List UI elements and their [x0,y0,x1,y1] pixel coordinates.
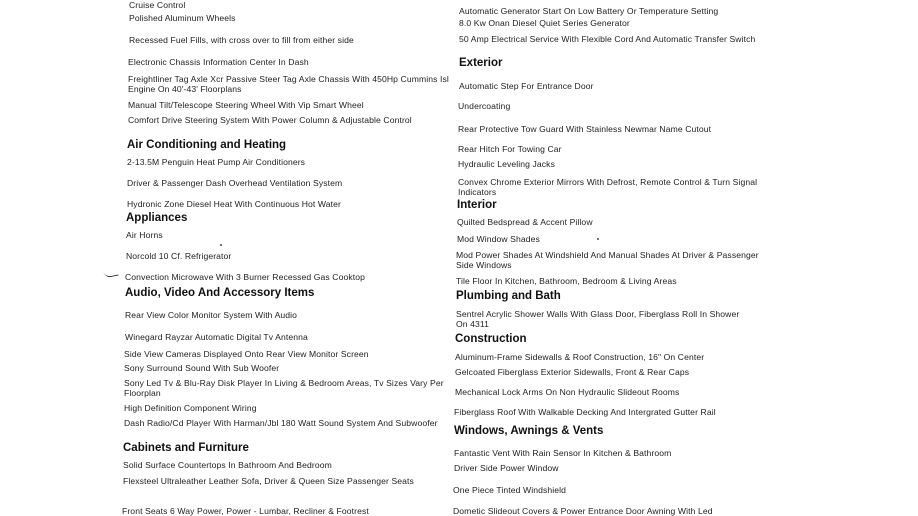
list-item: Side View Cameras Displayed Onto Rear View Monitor Screen [124,349,369,359]
list-item: Convex Chrome Exterior Mirrors With Defrost, Remote Control & Turn Signal Indicators [458,177,758,197]
list-item: Cruise Control [129,0,186,10]
list-item: Flexsteel Ultraleather Leather Sofa, Driver & Queen Size Passenger Seats [123,476,414,486]
list-item: Front Seats 6 Way Power, Power - Lumbar, Recliner & Footrest [122,506,369,516]
list-item: Convection Microwave With 3 Burner Recessed Gas Cooktop [125,272,366,282]
pen-stroke-mark [103,269,118,279]
list-item: Solid Surface Countertops In Bathroom And Bedroom [123,460,332,470]
list-item: High Definition Component Wiring [124,403,257,413]
list-item: Mechanical Lock Arms On Non Hydraulic Slideout Rooms [455,387,680,397]
list-item: Air Horns [126,230,163,240]
list-item: Recessed Fuel Fills, with cross over to fill from either side [129,35,354,45]
list-item: Hydraulic Leveling Jacks [458,159,555,169]
list-item: 50 Amp Electrical Service With Flexible Cord And Automatic Transfer Switch [459,34,756,44]
list-item: Fantastic Vent With Rain Sensor In Kitchen & Bathroom [454,448,672,458]
list-item: Dometic Slideout Covers & Power Entrance Door Awning With Led [453,506,713,516]
list-item: Sony Surround Sound With Sub Woofer [124,363,280,373]
list-item: Rear View Color Monitor System With Audio [125,310,298,320]
list-item: Rear Protective Tow Guard With Stainless Newmar Name Cutout [458,124,712,134]
list-item: 8.0 Kw Onan Diesel Quiet Series Generator [459,18,630,28]
list-item: One Piece Tinted Windshield [453,485,567,495]
list-item: Sentrel Acrylic Shower Walls With Glass Door, Fiberglass Roll In Shower On 4311 [456,309,740,329]
section-heading-windows: Windows, Awnings & Vents [454,425,604,437]
section-heading-cabinets: Cabinets and Furniture [123,442,249,454]
speck-mark [220,244,222,246]
list-item: Gelcoated Fiberglass Exterior Sidewalls, Front & Rear Caps [455,367,690,377]
section-heading-plumbing: Plumbing and Bath [456,290,561,302]
list-item: Polished Aluminum Wheels [129,13,236,23]
list-item: Freightliner Tag Axle Xcr Passive Steer Tag Axle Chassis With 450Hp Cummins Isl Engine On 40'-43' Floorplans [128,74,449,94]
list-item: Quilted Bedspread & Accent Pillow [457,217,593,227]
section-heading-air-conditioning: Air Conditioning and Heating [127,139,287,151]
list-item: Undercoating [458,101,511,111]
section-heading-audio-video: Audio, Video And Accessory Items [125,287,315,299]
section-heading-exterior: Exterior [459,57,503,69]
list-item: Automatic Step For Entrance Door [459,81,594,91]
list-item: Dash Radio/Cd Player With Harman/Jbl 180 Watt Sound System And Subwoofer [124,418,438,428]
list-item: 2-13.5M Penguin Heat Pump Air Conditioners [127,157,306,167]
list-item: Sony Led Tv & Blu-Ray Disk Player In Living & Bedroom Areas, Tv Sizes Vary Per Floorplan [124,378,444,398]
section-heading-interior: Interior [457,199,497,211]
list-item: Comfort Drive Steering System With Power Column & Adjustable Control [128,115,412,125]
list-item: Hydronic Zone Diesel Heat With Continuous Hot Water [127,199,341,209]
list-item: Driver & Passenger Dash Overhead Ventilation System [127,178,343,188]
section-heading-construction: Construction [455,333,527,345]
list-item: Rear Hitch For Towing Car [458,144,562,154]
section-heading-appliances: Appliances [126,212,188,224]
list-item: Mod Window Shades [457,234,540,244]
list-item: Winegard Rayzar Automatic Digital Tv Antenna [125,332,308,342]
list-item: Tile Floor In Kitchen, Bathroom, Bedroom & Living Areas [456,276,677,286]
list-item: Fiberglass Roof With Walkable Decking And Intergrated Gutter Rail [454,407,716,417]
list-item: Manual Tilt/Telescope Steering Wheel With Vip Smart Wheel [128,100,364,110]
list-item: Aluminum-Frame Sidewalls & Roof Construction, 16" On Center [455,352,705,362]
list-item: Mod Power Shades At Windshield And Manual Shades At Driver & Passenger Side Windows [456,250,759,270]
list-item: Norcold 10 Cf. Refrigerator [126,251,232,261]
list-item: Electronic Chassis Information Center In Dash [128,57,309,67]
list-item: Automatic Generator Start On Low Battery Or Temperature Setting [459,6,719,16]
speck-mark [597,238,599,240]
list-item: Driver Side Power Window [454,463,559,473]
